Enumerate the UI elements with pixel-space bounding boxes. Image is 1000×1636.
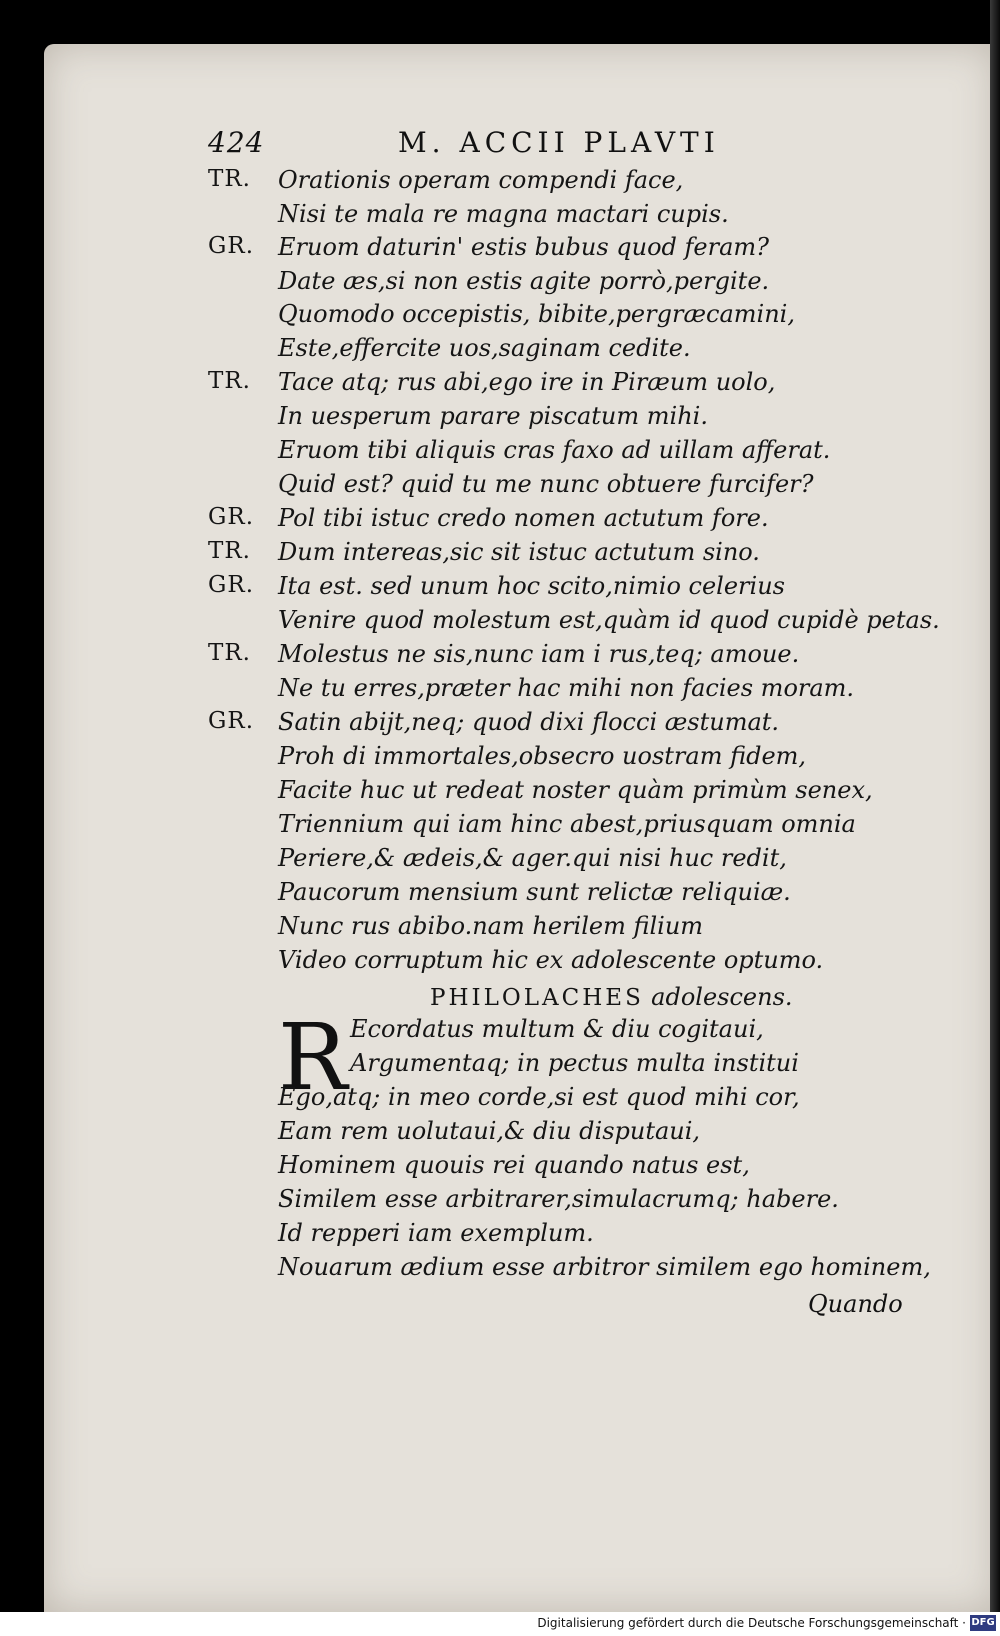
dialogue-line bbox=[208, 946, 848, 976]
dialogue-line bbox=[208, 470, 848, 500]
dialogue-line bbox=[208, 878, 848, 908]
verse-text: Quomodo occepistis, bibite,pergræcamini, bbox=[278, 300, 795, 328]
monologue-line bbox=[280, 1049, 920, 1079]
monologue-line bbox=[208, 1253, 931, 1283]
verse-text: Video corruptum hic ex adolescente optumo. bbox=[278, 946, 824, 974]
monologue-line bbox=[208, 1083, 848, 1113]
verse-text: Eam rem uolutaui,& diu disputaui, bbox=[278, 1117, 701, 1145]
verse-text: Argumentaq; in pectus multa institui bbox=[350, 1049, 799, 1077]
dialogue-line bbox=[208, 166, 848, 196]
verse-text: Paucorum mensium sunt relictæ reliquiæ. bbox=[278, 878, 791, 906]
dialogue-line bbox=[208, 267, 848, 297]
verse-text: Eruom daturin' estis bubus quod feram? bbox=[278, 233, 770, 261]
dialogue-line bbox=[208, 912, 848, 942]
page-header bbox=[208, 126, 738, 166]
verse-text: Molestus ne sis,nunc iam i rus,teq; amoue. bbox=[278, 640, 800, 668]
dialogue-line bbox=[208, 844, 848, 874]
dialogue-line bbox=[208, 200, 848, 230]
monologue-line bbox=[208, 1151, 848, 1181]
verse-text: Triennium qui iam hinc abest,priusquam omnia bbox=[278, 810, 856, 838]
verse-text: Nisi te mala re magna mactari cupis. bbox=[278, 200, 729, 228]
catchword: Quando bbox=[808, 1290, 903, 1318]
dialogue-line bbox=[208, 504, 848, 534]
running-title: M. ACCII PLAVTI bbox=[398, 126, 720, 159]
dialogue-line bbox=[208, 300, 848, 330]
verse-text: Ne tu erres,præter hac mihi non facies moram. bbox=[278, 674, 855, 702]
drop-capital: R bbox=[278, 1004, 348, 1111]
verse-text: Tace atq; rus abi,ego ire in Piræum uolo, bbox=[278, 368, 776, 396]
verse-text: Proh di immortales,obsecro uostram fidem, bbox=[278, 742, 807, 770]
verse-text: Este,effercite uos,saginam cedite. bbox=[278, 334, 691, 362]
verse-text: Pol tibi istuc credo nomen actutum fore. bbox=[278, 504, 769, 532]
dialogue-line bbox=[208, 674, 855, 704]
verse-text: Venire quod molestum est,quàm id quod cupidè petas. bbox=[278, 606, 940, 634]
monologue-line bbox=[208, 1219, 848, 1249]
dialogue-line bbox=[208, 708, 848, 738]
verse-text: Periere,& ædeis,& ager.qui nisi huc redit, bbox=[278, 844, 787, 872]
character-role: adolescens. bbox=[651, 983, 793, 1011]
speaker-label: TR. bbox=[208, 640, 251, 666]
verse-text: Eruom tibi aliquis cras faxo ad uillam afferat. bbox=[278, 436, 831, 464]
verse-text: Satin abijt,neq; quod dixi flocci æstumat. bbox=[278, 708, 780, 736]
verse-text: Hominem quouis rei quando natus est, bbox=[278, 1151, 750, 1179]
verse-text: Ecordatus multum & diu cogitaui, bbox=[350, 1015, 764, 1043]
speaker-label: GR. bbox=[208, 708, 255, 734]
dialogue-line bbox=[208, 436, 848, 466]
funding-credit: Digitalisierung gefördert durch die Deutsche Forschungsgemeinschaft · bbox=[537, 1616, 966, 1630]
verse-text: Ego,atq; in meo corde,si est quod mihi cor, bbox=[278, 1083, 800, 1111]
dialogue-line bbox=[208, 640, 848, 670]
verse-text: Date æs,si non estis agite porrò,pergite. bbox=[278, 267, 770, 295]
speaker-label: TR. bbox=[208, 368, 251, 394]
page-number: 424 bbox=[208, 126, 265, 159]
dialogue-line bbox=[208, 572, 848, 602]
monologue-line bbox=[280, 1015, 920, 1045]
monologue-line bbox=[208, 1185, 848, 1215]
character-name: PHILOLACHES bbox=[430, 985, 644, 1011]
verse-text: Ita est. sed unum hoc scito,nimio celerius bbox=[278, 572, 785, 600]
speaker-label: GR. bbox=[208, 233, 255, 259]
dialogue-line bbox=[208, 402, 848, 432]
dialogue-line bbox=[208, 776, 873, 806]
verse-text: Facite huc ut redeat noster quàm primùm senex, bbox=[278, 776, 873, 804]
verse-text: Similem esse arbitrarer,simulacrumq; habere. bbox=[278, 1185, 839, 1213]
speaker-label: GR. bbox=[208, 572, 255, 598]
scene-heading bbox=[430, 983, 793, 1011]
speaker-label: TR. bbox=[208, 538, 251, 564]
dialogue-line bbox=[208, 233, 848, 263]
verse-text: Id repperi iam exemplum. bbox=[278, 1219, 594, 1247]
verse-text: Dum intereas,sic sit istuc actutum sino. bbox=[278, 538, 760, 566]
dialogue-line bbox=[208, 810, 856, 840]
footer-bar bbox=[0, 1612, 1000, 1636]
speaker-label: GR. bbox=[208, 504, 255, 530]
speaker-label: TR. bbox=[208, 166, 251, 192]
dfg-logo-icon: DFG bbox=[970, 1615, 996, 1631]
verse-text: Nouarum ædium esse arbitror similem ego hominem, bbox=[278, 1253, 931, 1281]
verse-text: Quid est? quid tu me nunc obtuere furcifer? bbox=[278, 470, 814, 498]
dialogue-line bbox=[208, 742, 848, 772]
dialogue-line bbox=[208, 606, 940, 636]
verse-text: Orationis operam compendi face, bbox=[278, 166, 684, 194]
dialogue-line bbox=[208, 368, 848, 398]
verse-text: Nunc rus abibo.nam herilem filium bbox=[278, 912, 704, 940]
binding-strip bbox=[990, 0, 1000, 1612]
monologue-line bbox=[208, 1117, 848, 1147]
verse-text: In uesperum parare piscatum mihi. bbox=[278, 402, 708, 430]
dialogue-line bbox=[208, 334, 848, 364]
dialogue-line bbox=[208, 538, 848, 568]
